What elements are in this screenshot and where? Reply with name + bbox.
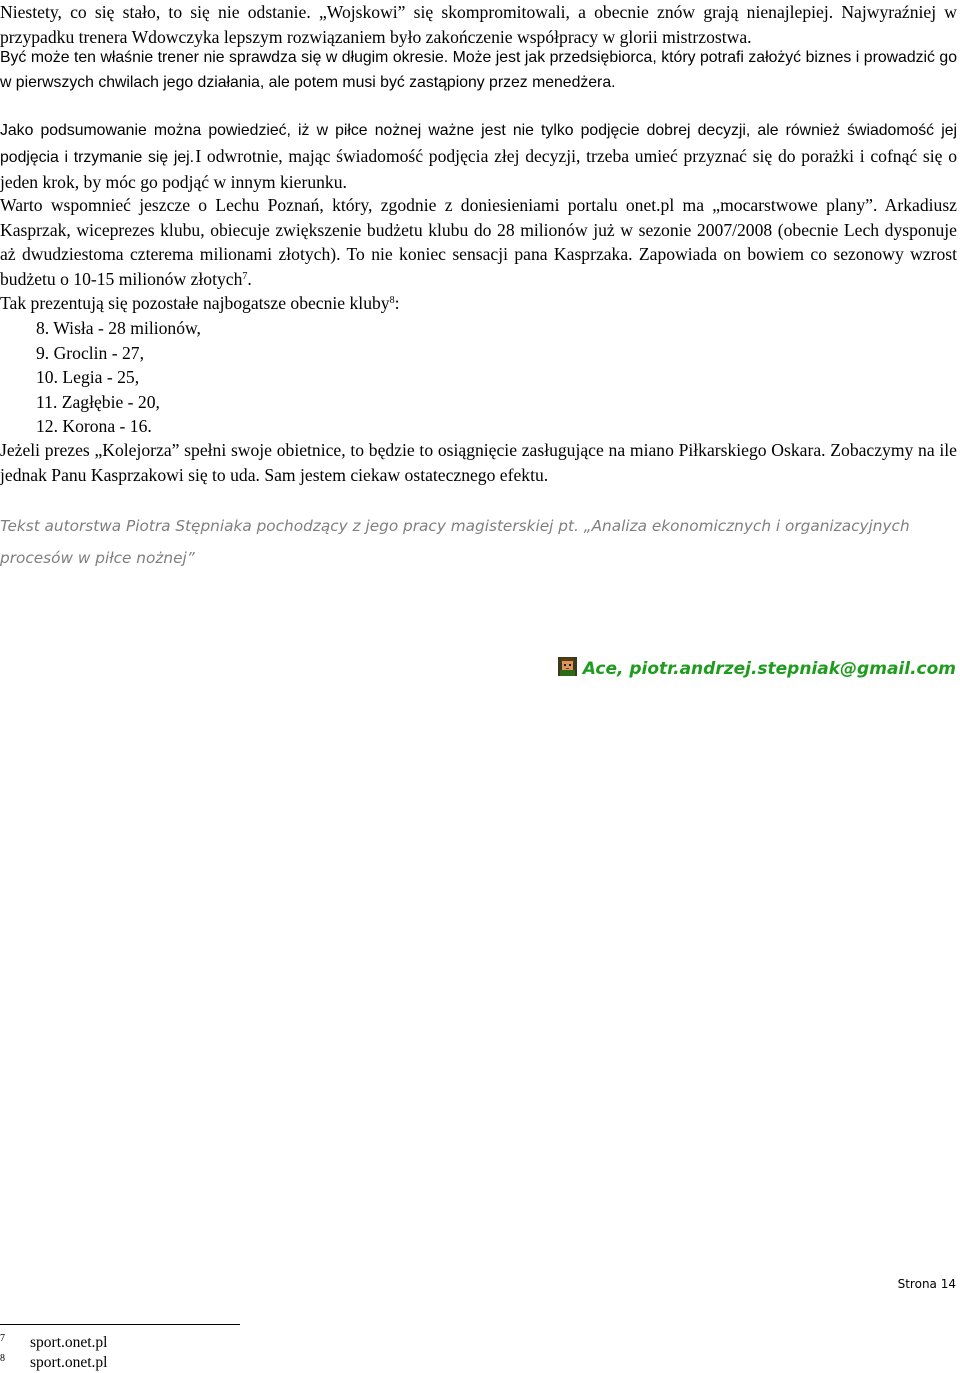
summary-sans-text: Jako podsumowanie można powiedzieć, iż w piłce nożnej ważne jest nie tylko podjęcie dobrej decyzji, ale również świadomość jej podjęcia i trzymanie się jej.	[0, 122, 957, 166]
clubs-intro-end: :	[394, 293, 400, 313]
footnote-number: 8	[0, 1353, 5, 1364]
avatar-icon	[558, 657, 577, 676]
paragraph-intro: Niestety, co się stało, to się nie odstanie. „Wojskowi” się skompromitowali, a obecnie znów grają nienajlepiej. Najwyraźniej w przypadku trenera Wdowczyka lepszym rozwiązaniem było zakończenie współpracy w glorii mistrzostwa.	[0, 2, 957, 47]
footnote-ref-8: 8	[389, 295, 395, 306]
lech-text: Warto wspomnieć jeszcze o Lechu Poznań, który, zgodnie z doniesieniami portalu onet.pl ma „mocarstwowe plany”. Arkadiusz Kasprzak, wiceprezes klubu, obiecuje zwiększenie budżetu klubu do 28 milionów już w sezonie 2007/2008 (obecnie Lech dysponuje aż dwudziestoma czterema milionami złotych). To nie koniec sensacji pana Kasprzaka. Zapowiada on bowiem co sezonowy wzrost budżetu o 10-15 milionów złotych	[0, 195, 957, 289]
signature-text: Ace, piotr.andrzej.stepniak@gmail.com	[582, 659, 956, 679]
paragraph-summary	[0, 119, 957, 195]
footnote-7	[0, 1333, 108, 1352]
paragraph-closing: Jeżeli prezes „Kolejorza” spełni swoje obietnice, to będzie to osiągnięcie zasługujące na miano Piłkarskiego Oskara. Zobaczymy na ile jednak Panu Kasprzakowi się to uda. Sam jestem ciekaw ostatecznego efektu.	[0, 440, 957, 485]
footnote-ref-7: 7	[242, 270, 248, 282]
list-item: 9. Groclin - 27,	[36, 342, 144, 363]
footnote-8	[0, 1353, 108, 1372]
footnote-text: sport.onet.pl	[30, 1334, 108, 1351]
lech-text-end: .	[247, 268, 252, 289]
paragraph-entrepreneur: Być może ten właśnie trener nie sprawdza się w długim okresie. Może jest jak przedsiębiorca, który potrafi założyć biznes i prowadzić go w pierwszych chwilach jego działania, ale potem musi być zastąpiony przez menedżera.	[0, 49, 957, 91]
list-item: 8. Wisła - 28 milionów,	[36, 318, 201, 338]
footnote-divider	[0, 1324, 240, 1325]
clubs-list	[36, 316, 201, 439]
list-item: 11. Zagłębie - 20,	[36, 391, 160, 412]
list-item: 10. Legia - 25,	[36, 367, 140, 387]
signature	[558, 659, 956, 679]
list-item: 12. Korona - 16.	[36, 416, 152, 436]
page-number: Strona 14	[897, 1277, 956, 1291]
footnote-number: 7	[0, 1333, 5, 1344]
paragraph-lech	[0, 193, 957, 316]
summary-serif-text: I odwrotnie, mając świadomość podjęcia złej decyzji, trzeba umieć przyznać się do porażki i cofnąć się o jeden krok, by móc go podjąć w innym kierunku.	[0, 145, 957, 192]
footnote-text: sport.onet.pl	[30, 1354, 108, 1371]
clubs-intro: Tak prezentują się pozostałe najbogatsze obecnie kluby	[0, 293, 390, 313]
attribution-text: Tekst autorstwa Piotra Stępniaka pochodzący z jego pracy magisterskiej pt. „Analiza ekonomicznych i organizacyjnych procesów w piłce nożnej”	[0, 517, 910, 567]
